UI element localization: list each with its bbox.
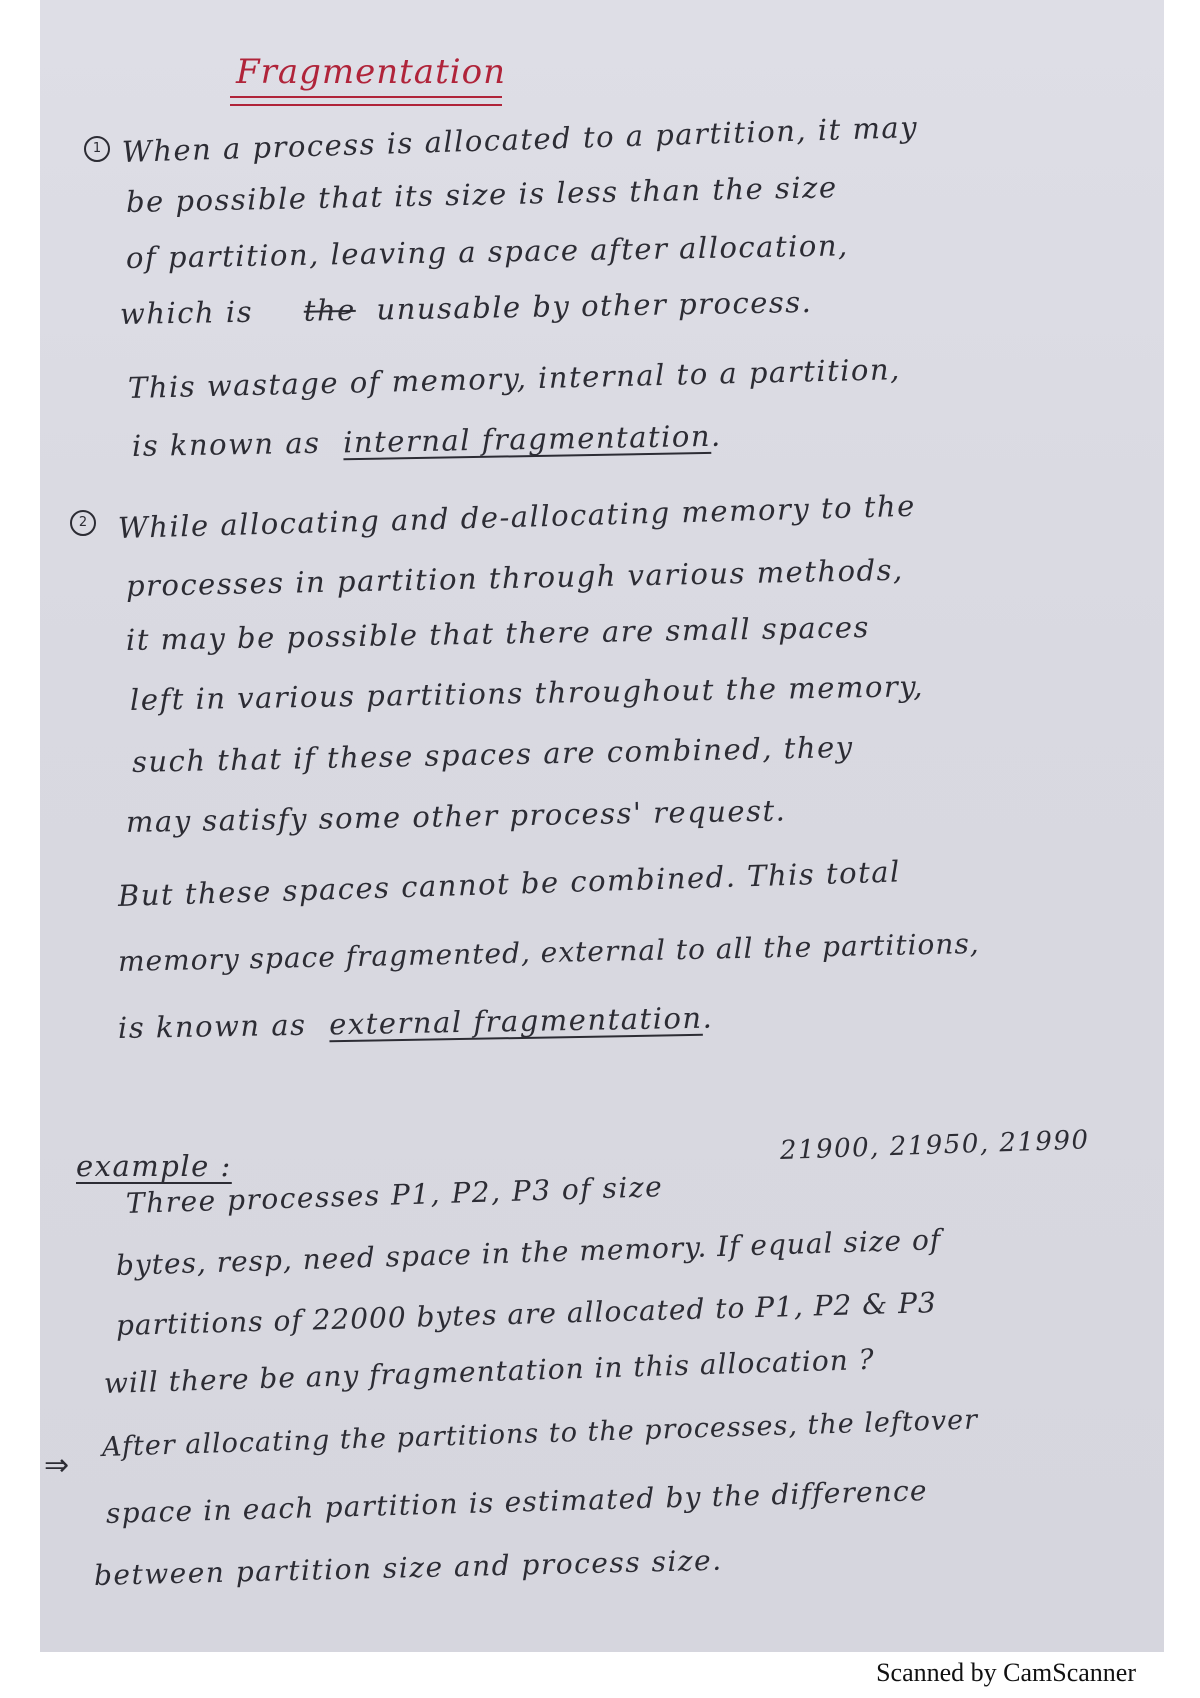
answer-line-3: between partition size and process size.: [93, 1543, 723, 1592]
title-underline-second: [230, 104, 502, 106]
example-label: [76, 1149, 232, 1183]
s2-line-6: may satisfy some other process' request.: [125, 793, 787, 839]
double-arrow-icon: ⇒: [44, 1448, 70, 1483]
s1-line-1: When a process is allocated to a partition, it may: [121, 109, 919, 169]
answer-line-1: After allocating the partitions to the processes, the leftover: [101, 1404, 979, 1463]
scanner-watermark: Scanned by CamScanner: [876, 1658, 1136, 1687]
example-label-text: example :: [76, 1149, 232, 1183]
point-number-1: 1: [84, 136, 110, 162]
s2-line-1: While allocating and de-allocating memory to the: [117, 488, 917, 545]
example-sizes: 21900, 21950, 21990: [779, 1125, 1091, 1166]
example-line-2: bytes, resp, need space in the memory. If equal size of: [115, 1223, 942, 1282]
s2-line-9-prefix: is known as: [117, 1007, 307, 1045]
s1-line-6-prefix: is known as: [131, 425, 321, 463]
s1-line-4: [119, 284, 813, 331]
s1-line-3: of partition, leaving a space after allocation,: [125, 228, 849, 275]
title-underline: [230, 96, 502, 98]
paper-sheet: [40, 0, 1164, 1652]
example-line-3: partitions of 22000 bytes are allocated to P1, P2 & P3: [115, 1286, 938, 1342]
s1-line-4-start: which is: [119, 294, 254, 331]
s1-line-2: be possible that its size is less than the size: [125, 170, 838, 219]
s1-line-4-end: unusable by other process.: [376, 284, 813, 327]
s1-line-6-suffix: .: [710, 418, 723, 453]
s1-line-5: This wastage of memory, internal to a partition,: [127, 352, 902, 405]
s2-line-5: such that if these spaces are combined, they: [131, 729, 854, 779]
example-line-1: Three processes P1, P2, P3 of size: [125, 1170, 664, 1220]
s2-line-8: memory space fragmented, external to all the partitions,: [117, 926, 980, 978]
internal-fragmentation-term: internal fragmentation: [342, 418, 712, 460]
answer-line-2: space in each partition is estimated by the difference: [105, 1474, 929, 1530]
external-fragmentation-term: external fragmentation: [328, 1000, 703, 1042]
s2-line-3: it may be possible that there are small spaces: [125, 610, 871, 657]
example-line-4: will there be any fragmentation in this allocation ?: [103, 1342, 876, 1400]
s2-line-9: [117, 1000, 714, 1045]
page-title: Fragmentation: [236, 52, 506, 92]
s2-line-4: left in various partitions throughout the memory,: [129, 669, 925, 717]
struck-word: the: [303, 292, 357, 328]
point-number-2: 2: [70, 510, 96, 536]
s1-line-6: [131, 418, 723, 463]
s2-line-7: But these spaces cannot be combined. This total: [117, 854, 902, 913]
s2-line-2: processes in partition through various methods,: [125, 552, 905, 603]
s2-line-9-suffix: .: [702, 1000, 714, 1035]
